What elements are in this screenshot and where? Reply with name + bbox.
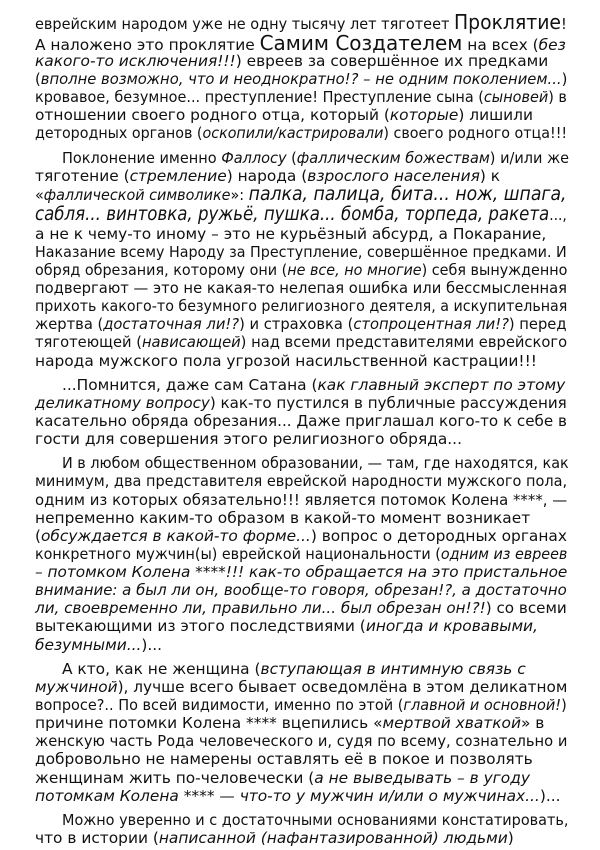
text-line: (вполне возможно, что и неоднократно!? – не одним поколением...) [35,70,568,88]
text-line: тяготеющей (нависающей) над всеми представителями еврейского [35,333,568,352]
text-line: добровольно не намерены оставлять её в покое и позволять [35,750,533,769]
text-line: потомкам Колена **** — что-то у мужчин и/или о мужчинах...)... [35,786,561,805]
text-line: отношении своего родного отца, который (которые) лишили [35,106,534,125]
emphasized-word: Самим Создателем [259,30,463,55]
emphasized-word: Проклятие [454,10,562,34]
text-line: женскую часть Рода человеческого и, судя по всему, сознательно и [35,732,568,751]
text-line: А наложено это проклятие Самим Создателем на всех (без [35,30,566,55]
emphasized-phrase: палка, палица, бита... нож, шпага, [248,183,567,205]
text-line: безумными...)... [35,635,163,654]
text-line: – потомком Колена ****!!! как-то обращается на это пристальное [35,563,568,581]
text-line: женщинам жить по-человечески (а не выведывать – в угоду [35,768,530,787]
text-line: «фаллической символике»: палка, палица, бита... нож, шпага, [35,183,567,205]
text-line: Можно уверенно и с достаточными основаниями констатировать, [62,810,569,829]
text-line: Поклонение именно Фаллосу (фаллическим божествам) и/или же [62,148,570,167]
text-line: одним из которых обязательно!!! является потомок Колена ****, — [35,490,568,509]
text-line: вытекающими из этого последствиями (иногда и кровавыми, [35,617,538,636]
text-line: ...Помнится, даже сам Сатана (как главный эксперт по этому [62,375,566,394]
text-line: И в любом общественном образовании, — там, где находятся, как [62,454,569,473]
text-line: кровавое, безумное... преступление! Преступление сына (сыновей) в [35,88,567,107]
text-line: что в истории (написанной (нафантазированной) людьми) [35,829,514,847]
emphasized-phrase: сабля... винтовка, ружьё, пушка... бомба, торпеда, ракета [35,203,550,225]
text-line: деликатному вопросу) как-то пустился в публичные рассуждения [35,393,567,412]
text-line: прихоть какого-то безумного религиозного деятеля, а искупительная [35,297,568,316]
text-line: сабля... винтовка, ружьё, пушка... бомба, торпеда, ракета..., [35,203,567,225]
text-line: непременно каким-то образом в какой-то момент возникает [35,508,531,527]
text-line: обряд обрезания, которому они (не все, но многие) себя вынужденно [35,260,568,279]
text-line: а не к чему-то иному – это не курьёзный абсурд, а Покарание, [35,224,547,243]
text-line: подвергают — это не какая-то нелепая ошибка или бессмысленная [35,279,568,297]
text-line: детородных органов (оскопили/кастрировали) своего родного отца!!! [35,124,568,143]
text-line: Наказание всему Народу за Преступление, совершённое предками. И [35,242,567,261]
text-line: народа мужского пола угрозой насильственной кастрации!!! [35,351,537,370]
text-line: минимум, два представителя еврейской народности мужского пола, [35,472,568,491]
text-line: жертва (достаточная ли!?) и страховка (стопроцентная ли!?) перед [35,315,567,334]
text-line: мужчиной), лучше всего бывает осведомлёна в этом деликатном [35,677,568,696]
text-line: внимание: а был ли он, вообще-то говоря, обрезан!?, а достаточно [35,581,567,600]
text-line: вопросе?.. По всей видимости, именно по этой (главной и основной!) [35,696,567,714]
text-line: А кто, как не женщина (вступающая в интимную связь с [62,659,526,678]
text-line: какого-то исключения!!!) евреев за совершённое их предками [35,51,549,70]
text-line: еврейским народом уже не одну тысячу лет тяготеет Проклятие! [35,10,567,34]
text-line: причине потомки Колена **** вцепились «мертвой хваткой» в [35,714,545,733]
text-line: гости для совершения этого религиозного обряда... [35,430,462,449]
text-line: тяготение (стремление) народа (взрослого населения) к [35,166,501,185]
text-line: ли, своевременно ли, правильно ли... был обрезан он!?!) со всеми [35,599,567,618]
text-line: конкретного мужчин(ы) еврейской национальности (одним из евреев [35,544,568,563]
text-line: (обсуждается в какой-то форме...) вопрос о детородных органах [35,526,567,545]
text-line: касательно обряда обрезания... Даже приглашал кого-то к себе в [35,411,567,430]
